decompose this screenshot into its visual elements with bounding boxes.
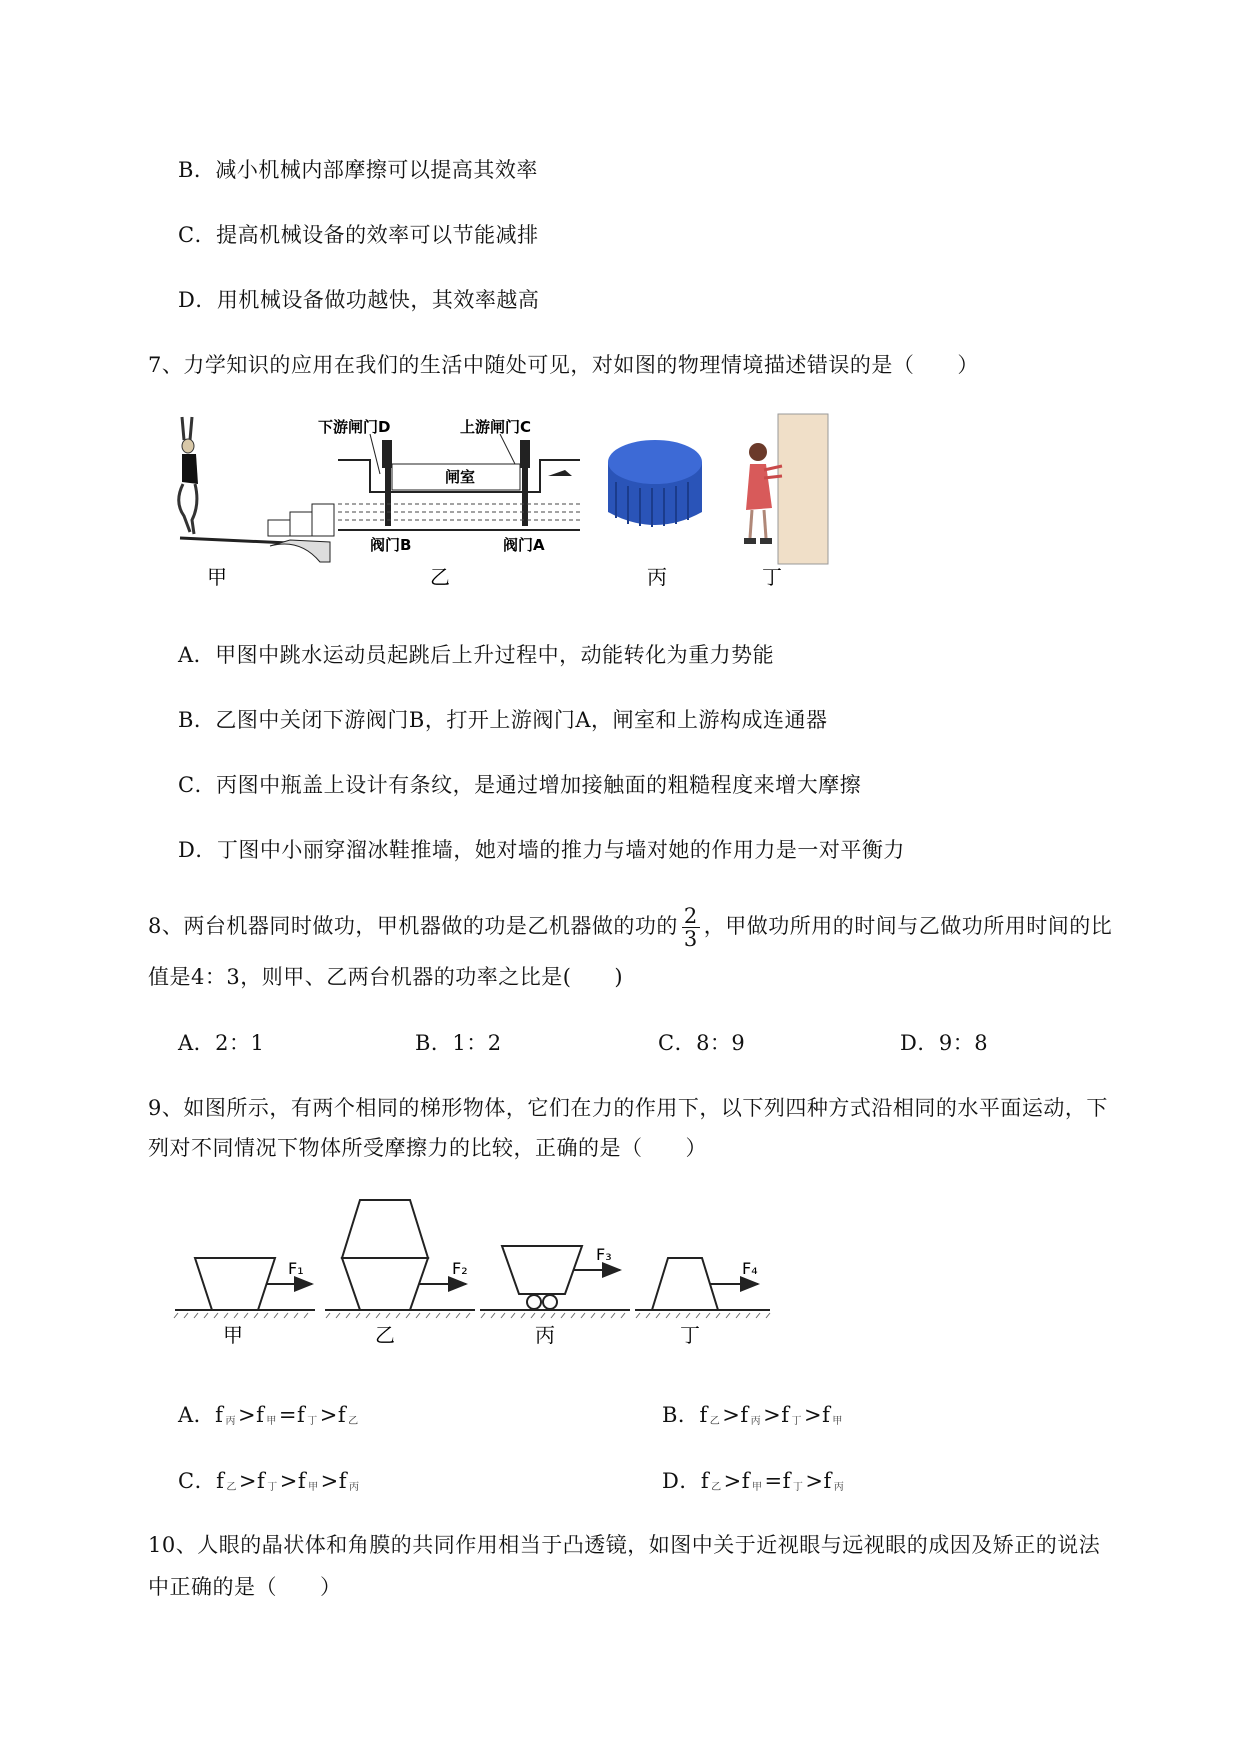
subscript: 丁 [267,1482,278,1493]
subscript: 甲 [752,1482,763,1493]
f-symbol: f [740,1403,749,1427]
operator: = [278,1403,297,1427]
subscript: 丁 [307,1416,318,1427]
f-symbol: f [700,1469,710,1493]
trapezoid-ding [652,1258,718,1310]
q9-label-bing: 丙 [535,1323,555,1347]
f-symbol: f [297,1469,307,1493]
subscript: 乙 [226,1482,237,1493]
q8-option-c: C．8：9 [658,1031,746,1055]
operator: = [764,1469,783,1493]
force-label-f2: F₂ [452,1259,468,1278]
q8-fraction-denominator: 3 [683,927,698,951]
q9-option-a-prefix: A． [178,1403,216,1427]
operator: > [237,1403,257,1427]
q8-stem-line1 [148,905,1112,950]
trapezoid-yi-bottom [342,1258,428,1310]
f-symbol: f [822,1403,831,1427]
f-symbol: f [296,1403,306,1427]
lock-chamber-label: 闸室 [445,468,476,486]
q7-label-ding: 丁 [762,565,782,589]
q9-label-jia: 甲 [223,1323,243,1347]
subscript: 甲 [266,1416,277,1427]
q7-label-bing: 丙 [647,565,667,589]
upstream-gate-label: 上游闸门C [460,418,532,436]
q7-label-jia: 甲 [207,565,227,589]
force-label-f1: F₁ [288,1259,304,1278]
subscript: 丙 [750,1416,762,1427]
q9-option-b-prefix: B． [662,1403,700,1427]
operator: > [805,1469,824,1493]
q8-option-b: B．1：2 [415,1031,502,1055]
downstream-gate-label: 下游闸门D [318,418,391,436]
bottle-cap-figure [608,440,702,527]
q9-stem-line1: 9、如图所示，有两个相同的梯形物体，它们在力的作用下，以下列四种方式沿相同的水平面运动，下 [148,1096,1108,1120]
trapezoid-bing [502,1246,582,1294]
q8-stem-part1: 8、两台机器同时做功，甲机器做的功是乙机器做的功的 [148,914,678,938]
operator: > [722,1403,741,1427]
girl-pushing-wall-figure [744,414,828,564]
q9-label-yi: 乙 [375,1323,395,1347]
canal-lock-figure [318,418,580,554]
subscript: 丙 [349,1482,360,1493]
subscript: 乙 [711,1482,722,1493]
f-symbol: f [215,1403,224,1427]
operator: > [279,1469,298,1493]
subscript: 甲 [308,1482,319,1493]
valve-b-label: 阀门B [370,536,412,554]
q10-stem-line2: 中正确的是（ ） [148,1575,342,1599]
f-symbol: f [337,1403,347,1427]
subscript: 丁 [791,1416,802,1427]
q9-option-d [662,1466,846,1503]
subscript: 甲 [832,1416,843,1427]
diver-figure [179,417,334,562]
valve-a-label: 阀门A [503,536,545,554]
q7-option-b: B．乙图中关闭下游阀门B，打开上游阀门A，闸室和上游构成连通器 [178,708,828,732]
q9-option-c [178,1466,362,1503]
operator: > [320,1469,339,1493]
q9-option-c-prefix: C． [178,1469,217,1493]
q10-stem-line1: 10、人眼的晶状体和角膜的共同作用相当于凸透镜，如图中关于近视眼与远视眼的成因及矫正的说法 [148,1533,1101,1557]
q7-option-a: A．甲图中跳水运动员起跳后上升过程中，动能转化为重力势能 [178,643,775,667]
q9-option-d-prefix: D． [662,1469,701,1493]
q8-fraction-numerator: 2 [683,904,698,928]
force-label-f4: F₄ [742,1259,758,1278]
q8-option-a: A．2：1 [178,1031,265,1055]
q9-option-b [662,1400,845,1437]
operator: > [723,1469,742,1493]
subscript: 乙 [348,1416,359,1427]
q9-figure [170,1192,780,1352]
operator: > [238,1469,257,1493]
q8-stem-part2: ，甲做功所用的时间与乙做功所用时间的比 [703,914,1113,938]
f-symbol: f [338,1469,348,1493]
f-symbol: f [256,1469,266,1493]
f-symbol: f [256,1403,265,1427]
f-symbol: f [216,1469,225,1493]
trapezoid-jia [195,1258,275,1310]
f-symbol: f [823,1469,832,1493]
subscript: 乙 [709,1416,721,1427]
operator: > [319,1403,338,1427]
force-label-f3: F₃ [596,1245,612,1264]
q8-option-d: D．9：8 [900,1031,989,1055]
q6-option-b: B．减小机械内部摩擦可以提高其效率 [178,158,538,182]
subscript: 丙 [833,1482,845,1493]
q6-option-c: C．提高机械设备的效率可以节能减排 [178,223,539,247]
q7-label-yi: 乙 [430,565,450,589]
f-symbol: f [782,1469,791,1493]
roller-left [527,1295,541,1309]
ground-hatching [174,1313,770,1318]
q9-option-a [178,1400,361,1437]
operator: > [763,1403,782,1427]
q6-option-d: D．用机械设备做功越快，其效率越高 [178,288,540,312]
q7-option-c: C．丙图中瓶盖上设计有条纹，是通过增加接触面的粗糙程度来增大摩擦 [178,773,862,797]
f-symbol: f [741,1469,751,1493]
f-symbol: f [781,1403,790,1427]
q7-option-d: D．丁图中小丽穿溜冰鞋推墙，她对墙的推力与墙对她的作用力是一对平衡力 [178,838,905,862]
roller-right [543,1295,557,1309]
q8-fraction [682,905,700,950]
q9-stem-line2: 列对不同情况下物体所受摩擦力的比较，正确的是（ ） [148,1136,707,1160]
q8-stem-line2: 值是4：3，则甲、乙两台机器的功率之比是( ) [148,965,624,989]
f-symbol: f [699,1403,708,1427]
q7-stem: 7、力学知识的应用在我们的生活中随处可见，对如图的物理情境描述错误的是（ ） [148,353,979,377]
q7-figure [170,412,930,597]
trapezoid-yi-top [342,1200,428,1258]
subscript: 丙 [225,1416,236,1427]
operator: > [804,1403,823,1427]
subscript: 丁 [792,1482,804,1493]
q9-label-ding: 丁 [680,1323,700,1347]
